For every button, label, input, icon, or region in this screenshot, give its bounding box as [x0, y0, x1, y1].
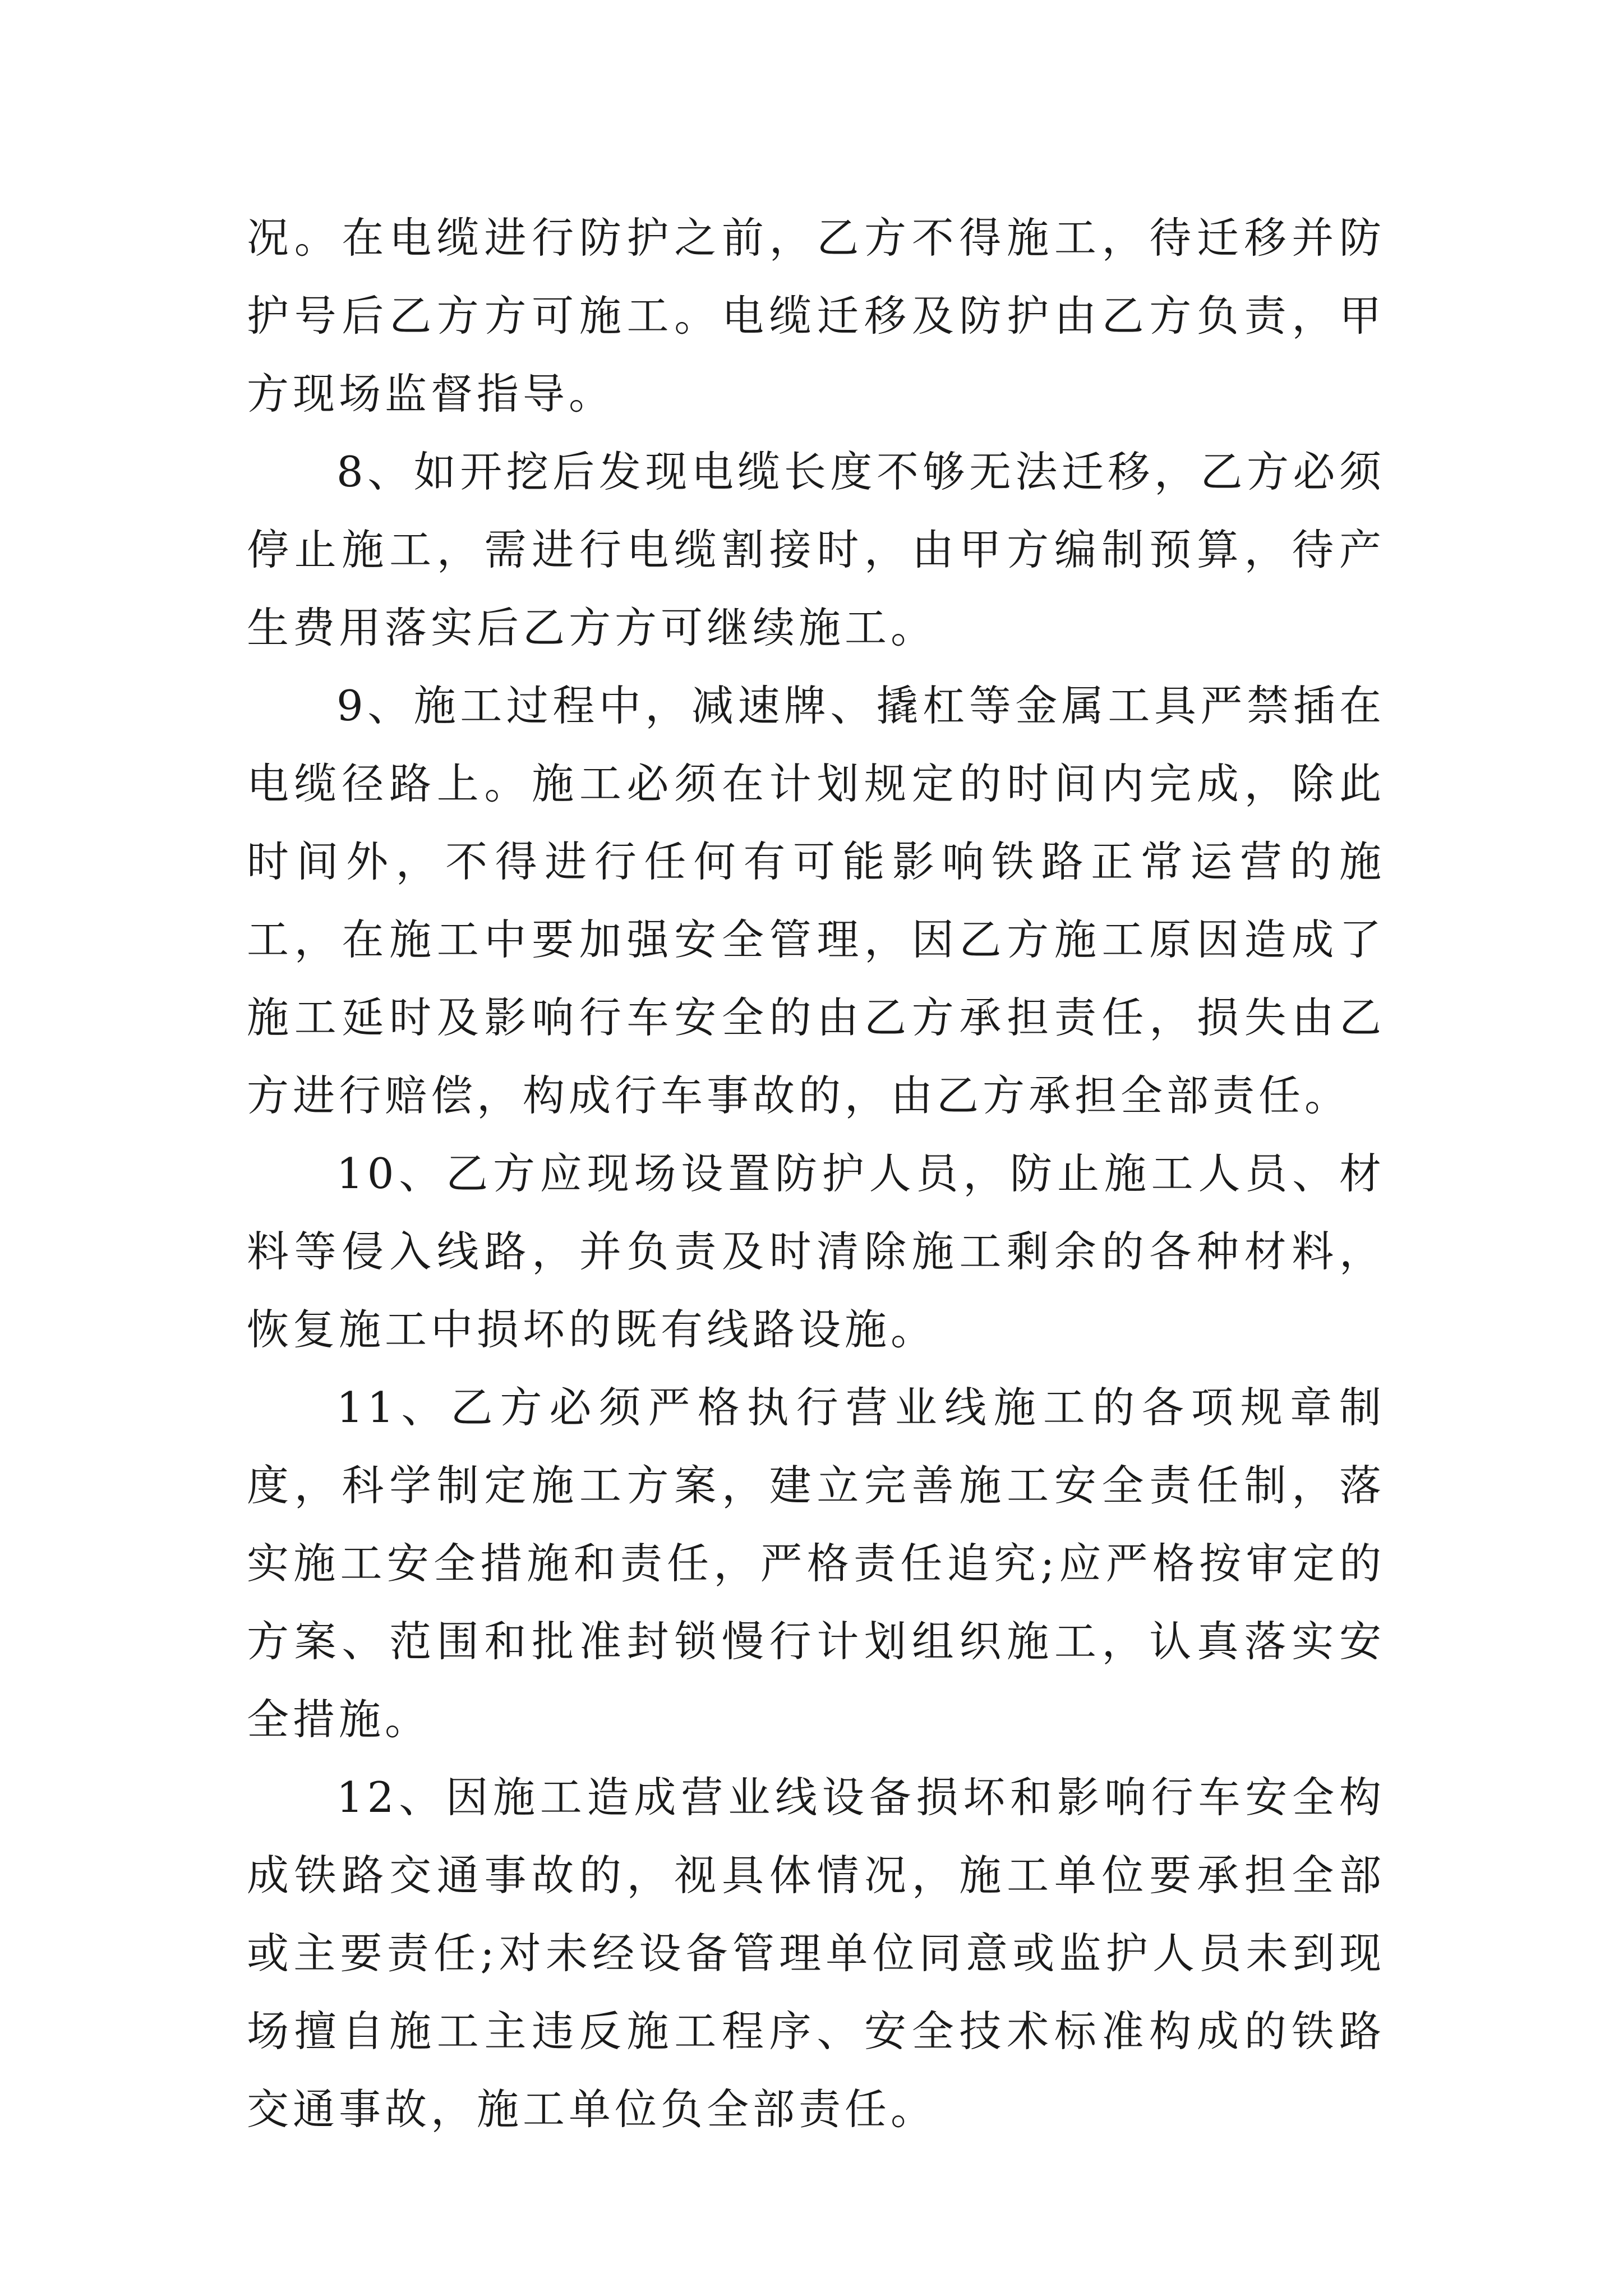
paragraph-clause-9: 9、施工过程中，减速牌、撬杠等金属工具严禁插在电缆径路上。施工必须在计划规定的时间内完成，除此时间外，不得进行任何有可能影响铁路正常运营的施工，在施工中要加强安全管理，因乙方施工原因造成了施工延时及影响行车安全的由乙方承担责任，损失由乙方进行赔偿，构成行车事故的，由乙方承担全部责任。	[247, 681, 1385, 1120]
document-body	[247, 199, 1385, 2148]
paragraph-clause-8: 8、如开挖后发现电缆长度不够无法迁移，乙方必须停止施工，需进行电缆割接时，由甲方编制预算，待产生费用落实后乙方方可继续施工。	[247, 447, 1385, 652]
paragraph-clause-10: 10、乙方应现场设置防护人员，防止施工人员、材料等侵入线路，并负责及时清除施工剩余的各种材料，恢复施工中损坏的既有线路设施。	[247, 1149, 1385, 1354]
paragraph-clause-12: 12、因施工造成营业线设备损坏和影响行车安全构成铁路交通事故的，视具体情况，施工单位要承担全部或主要责任;对未经设备管理单位同意或监护人员未到现场擅自施工主违反施工程序、安全技术标准构成的铁路交通事故，施工单位负全部责任。	[247, 1773, 1385, 2134]
paragraph-clause-11: 11、乙方必须严格执行营业线施工的各项规章制度，科学制定施工方案，建立完善施工安全责任制，落实施工安全措施和责任，严格责任追究;应严格按审定的方案、范围和批准封锁慢行计划组织施工，认真落实安全措施。	[247, 1383, 1385, 1744]
paragraph-continued: 况。在电缆进行防护之前，乙方不得施工，待迁移并防护号后乙方方可施工。电缆迁移及防护由乙方负责，甲方现场监督指导。	[247, 213, 1385, 418]
